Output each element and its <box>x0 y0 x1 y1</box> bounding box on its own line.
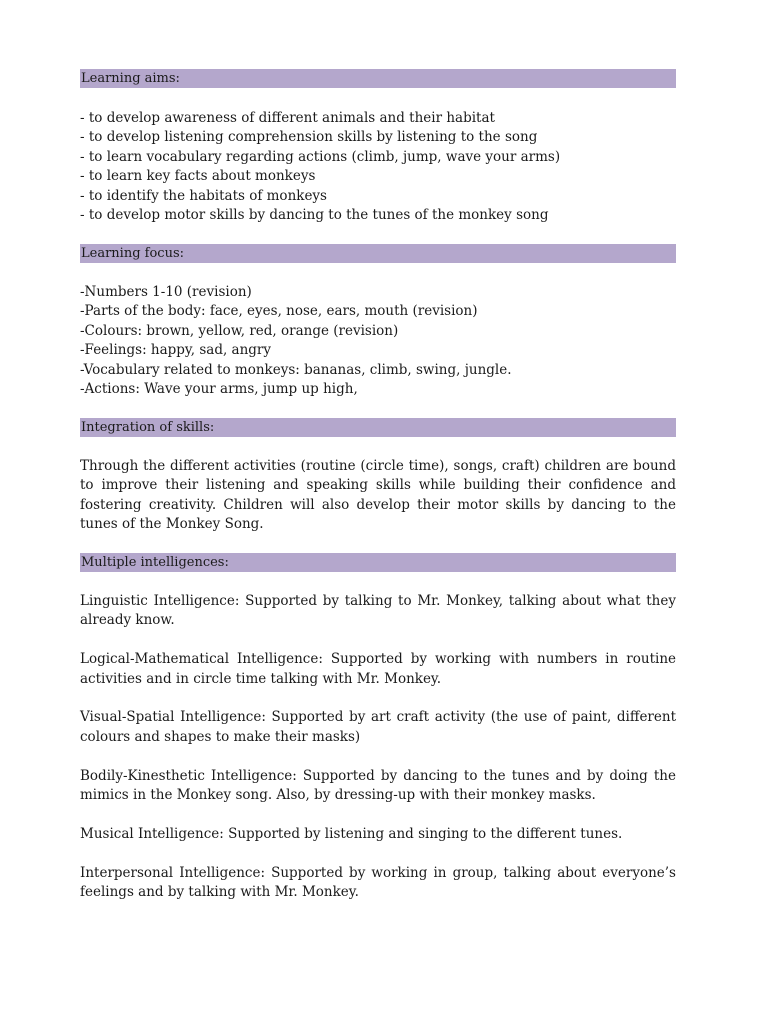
logical-mathematical-intelligence-paragraph: Logical-Mathematical Intelligence: Supported by working with numbers in routine activities and in circle time talking with Mr. Monkey. <box>80 651 676 687</box>
list-item: - to learn vocabulary regarding actions (climb, jump, wave your arms) <box>80 148 561 165</box>
learning-focus-section <box>80 244 676 399</box>
learning-aims-heading: Learning aims: <box>80 69 676 88</box>
learning-focus-heading: Learning focus: <box>80 244 676 263</box>
list-item: -Numbers 1-10 (revision) <box>80 284 252 300</box>
bodily-kinesthetic-intelligence-paragraph: Bodily-Kinesthetic Intelligence: Supported by dancing to the tunes and by doing the mimics in the Monkey song. Also, by dressing-up with their monkey masks. <box>80 767 676 804</box>
list-item: - to develop listening comprehension skills by listening to the song <box>80 129 538 146</box>
list-item: -Feelings: happy, sad, angry <box>80 342 272 359</box>
musical-intelligence-paragraph: Musical Intelligence: Supported by listening and singing to the different tunes. <box>80 825 623 842</box>
list-item: -Vocabulary related to monkeys: bananas, climb, swing, jungle. <box>80 361 512 378</box>
list-item: - to develop motor skills by dancing to the tunes of the monkey song <box>80 206 549 223</box>
linguistic-intelligence-paragraph: Linguistic Intelligence: Supported by talking to Mr. Monkey, talking about what they already know. <box>80 593 676 629</box>
interpersonal-intelligence-paragraph: Interpersonal Intelligence: Supported by working in group, talking about everyone’s feelings and by talking with Mr. Monkey. <box>80 864 676 901</box>
list-item: - to learn key facts about monkeys <box>80 168 316 185</box>
list-item: -Colours: brown, yellow, red, orange (revision) <box>80 322 399 339</box>
multiple-intelligences-heading: Multiple intelligences: <box>80 553 676 572</box>
integration-of-skills-paragraph: Through the different activities (routine (circle time), songs, craft) children are bound to improve their listening and speaking skills while building their confidence and fostering creativity. Children will also develop their motor skills by dancing to the tunes of the Monkey Song. <box>80 458 676 533</box>
list-item: -Actions: Wave your arms, jump up high, <box>80 380 358 397</box>
learning-focus-list <box>80 283 676 399</box>
list-item: -Parts of the body: face, eyes, nose, ears, mouth (revision) <box>80 303 478 320</box>
integration-of-skills-section <box>80 418 676 535</box>
integration-of-skills-heading: Integration of skills: <box>80 418 676 437</box>
list-item: - to develop awareness of different animals and their habitat <box>80 110 495 126</box>
visual-spatial-intelligence-paragraph: Visual-Spatial Intelligence: Supported by art craft activity (the use of paint, different colours and shapes to make their masks) <box>80 709 676 745</box>
multiple-intelligences-section <box>80 553 676 902</box>
learning-aims-list <box>80 109 676 225</box>
learning-aims-section <box>80 69 676 225</box>
list-item: - to identify the habitats of monkeys <box>80 187 327 204</box>
